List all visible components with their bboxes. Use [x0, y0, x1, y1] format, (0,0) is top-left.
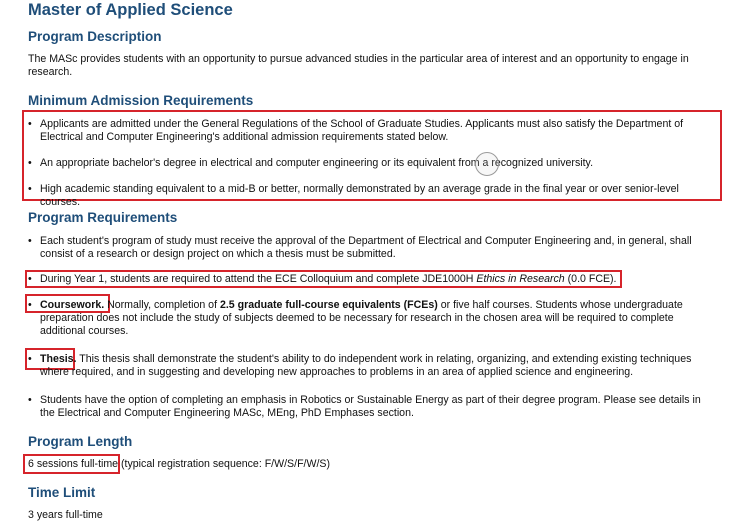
time-limit-value: 3 years full-time	[28, 509, 103, 521]
admission-item-text: An appropriate bachelor's degree in electrical and computer engineering or its equivalent from a recognized university.	[40, 157, 594, 169]
requirements-item	[28, 299, 718, 338]
time-limit-heading: Time Limit	[28, 485, 96, 500]
requirements-item-text	[40, 299, 718, 338]
requirements-item-text	[40, 353, 718, 379]
colloquium-text: During Year 1, students are required to attend the ECE Colloquium and complete JDE1000H	[40, 273, 477, 285]
registration-sequence-note: (typical registration sequence: F/W/S/F/W/S)	[118, 458, 331, 470]
admission-requirements-heading: Minimum Admission Requirements	[28, 93, 254, 108]
admission-item	[28, 118, 718, 144]
admission-item-text: Applicants are admitted under the General Regulations of the School of Graduate Studies. Applicants must also satisfy the Department of Electrical and Computer Engineering's additional admission requirements stated below.	[40, 118, 684, 143]
requirements-item-text	[40, 273, 718, 286]
coursework-text-post: or five half courses. Students whose undergraduate preparation does not include the study of subjects deemed to be necessary for research in the chosen area will be required to complete additional courses.	[40, 299, 683, 337]
program-description-text: The MASc provides students with an opportunity to pursue advanced studies in the particular area of interest and an opportunity to engage in research.	[28, 53, 689, 78]
program-length-value: 6 sessions full-time	[28, 458, 119, 470]
bullet-marker: •	[28, 353, 32, 365]
requirements-item	[28, 353, 718, 379]
requirements-item-text: Students have the option of completing an emphasis in Robotics or Sustainable Energy as part of their degree program. Please see details in the Electrical and Computer Engineering MASc, MEng, PhD Emphases section.	[40, 394, 701, 419]
coursework-label: Coursework.	[40, 299, 105, 311]
program-length-line	[28, 458, 330, 471]
program-requirements-heading: Program Requirements	[28, 210, 178, 225]
page-title: Master of Applied Science	[28, 1, 233, 19]
requirements-item	[28, 394, 718, 420]
mouse-cursor-indicator	[475, 152, 499, 176]
program-description-heading: Program Description	[28, 29, 162, 44]
bullet-marker: •	[28, 157, 32, 169]
bullet-marker: •	[28, 273, 32, 285]
admission-item-text: High academic standing equivalent to a mid-B or better, normally demonstrated by an average grade in the final year or over senior-level courses.	[40, 183, 679, 208]
bullet-marker: •	[28, 299, 32, 311]
thesis-text: This thesis shall demonstrate the student's ability to do independent work in relating, organizing, and extending existing techniques where required, and in suggesting and developing new approaches to problems in an area of applied science and engineering.	[40, 353, 692, 378]
bullet-marker: •	[28, 235, 32, 247]
fce-count: 2.5 graduate full-course equivalents (FCEs)	[219, 299, 438, 311]
coursework-text-pre: Normally, completion of	[104, 299, 220, 311]
bullet-marker: •	[28, 394, 32, 406]
admission-item	[28, 157, 718, 170]
fce-note: (0.0 FCE).	[564, 273, 617, 285]
program-length-heading: Program Length	[28, 434, 133, 449]
thesis-label: Thesis.	[40, 353, 77, 365]
bullet-marker: •	[28, 183, 32, 195]
requirements-item	[28, 235, 718, 261]
admission-item	[28, 183, 718, 209]
bullet-marker: •	[28, 118, 32, 130]
requirements-item	[28, 273, 718, 286]
requirements-item-text: Each student's program of study must receive the approval of the Department of Electrical and Computer Engineering and, in general, shall consist of a research or design project on which a thesis must be submitted.	[40, 235, 692, 260]
ethics-course-name: Ethics in Research	[476, 273, 565, 285]
